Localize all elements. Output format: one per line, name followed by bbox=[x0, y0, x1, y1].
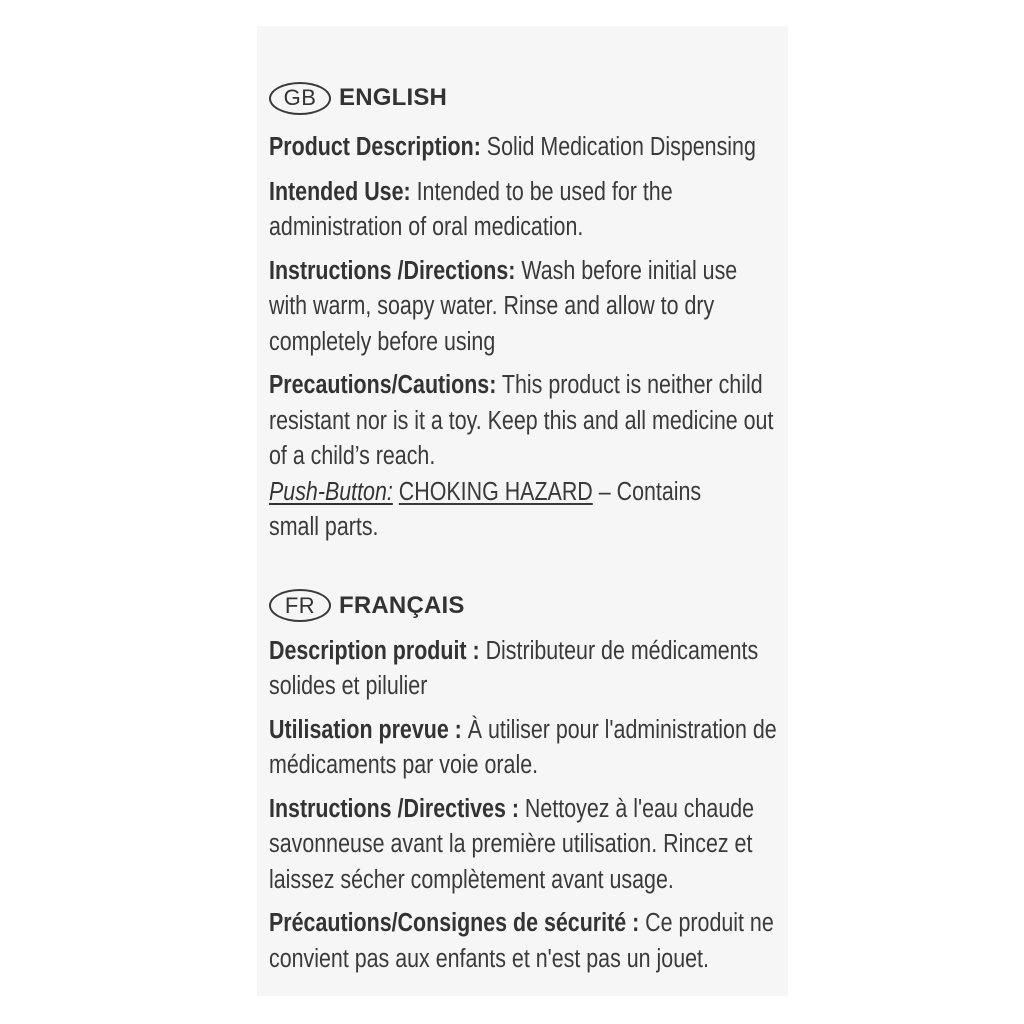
section-gap bbox=[269, 554, 788, 588]
language-header-french bbox=[269, 588, 788, 624]
push-button-warning bbox=[269, 475, 722, 546]
choking-hazard-text: CHOKING HAZARD bbox=[398, 477, 593, 506]
entry-text: À utiliser pour l'administration de médicaments par voie orale. bbox=[269, 715, 777, 779]
entry-text: Nettoyez à l'eau chaude savonneuse avant la première utilisation. Rincez et laissez sécher complètement avant usage. bbox=[269, 794, 755, 894]
instructions-directives bbox=[269, 792, 788, 899]
utilisation-prevue bbox=[269, 713, 788, 784]
entry-text: Intended to be used for the administration of oral medication. bbox=[269, 177, 673, 241]
precautions-consignes bbox=[269, 906, 788, 977]
entry-label: Instructions /Directives : bbox=[269, 794, 519, 823]
instruction-leaflet bbox=[257, 26, 788, 996]
instructions-directions bbox=[269, 254, 779, 361]
section-english bbox=[269, 80, 788, 546]
intended-use bbox=[269, 175, 757, 246]
entry-label: Instructions /Directions: bbox=[269, 256, 516, 285]
entry-text: This product is neither child resistant nor is it a toy. Keep this and all medicine out of a child’s reach. bbox=[269, 371, 774, 470]
entry-label: Intended Use: bbox=[269, 177, 411, 206]
language-badge-fr: FR bbox=[269, 589, 331, 622]
entry-text: Solid Medication Dispensing bbox=[480, 133, 756, 161]
entry-label: Product Description: bbox=[269, 133, 481, 161]
description-produit bbox=[269, 634, 788, 705]
precautions-cautions bbox=[269, 368, 788, 475]
product-description bbox=[269, 130, 788, 166]
language-title-french: FRANÇAIS bbox=[339, 591, 465, 619]
entry-text: Ce produit ne convient pas aux enfants et n'est pas un jouet. bbox=[269, 909, 774, 973]
section-french bbox=[269, 588, 788, 978]
entry-label: Precautions/Cautions: bbox=[269, 371, 497, 399]
warning-label: Push-Button: bbox=[269, 477, 393, 506]
language-header-english bbox=[269, 80, 788, 116]
language-title-english: ENGLISH bbox=[339, 84, 448, 111]
entry-text: Distributeur de médicaments solides et pilulier bbox=[269, 636, 759, 700]
entry-label: Utilisation prevue : bbox=[269, 715, 462, 744]
language-badge-gb: GB bbox=[269, 82, 331, 115]
entry-label: Précautions/Consignes de sécurité : bbox=[269, 909, 640, 937]
entry-text: Wash before initial use with warm, soapy water. Rinse and allow to dry completely before using bbox=[269, 256, 738, 356]
entry-label: Description produit : bbox=[269, 636, 480, 665]
warning-text: – Contains small parts. bbox=[269, 477, 702, 541]
